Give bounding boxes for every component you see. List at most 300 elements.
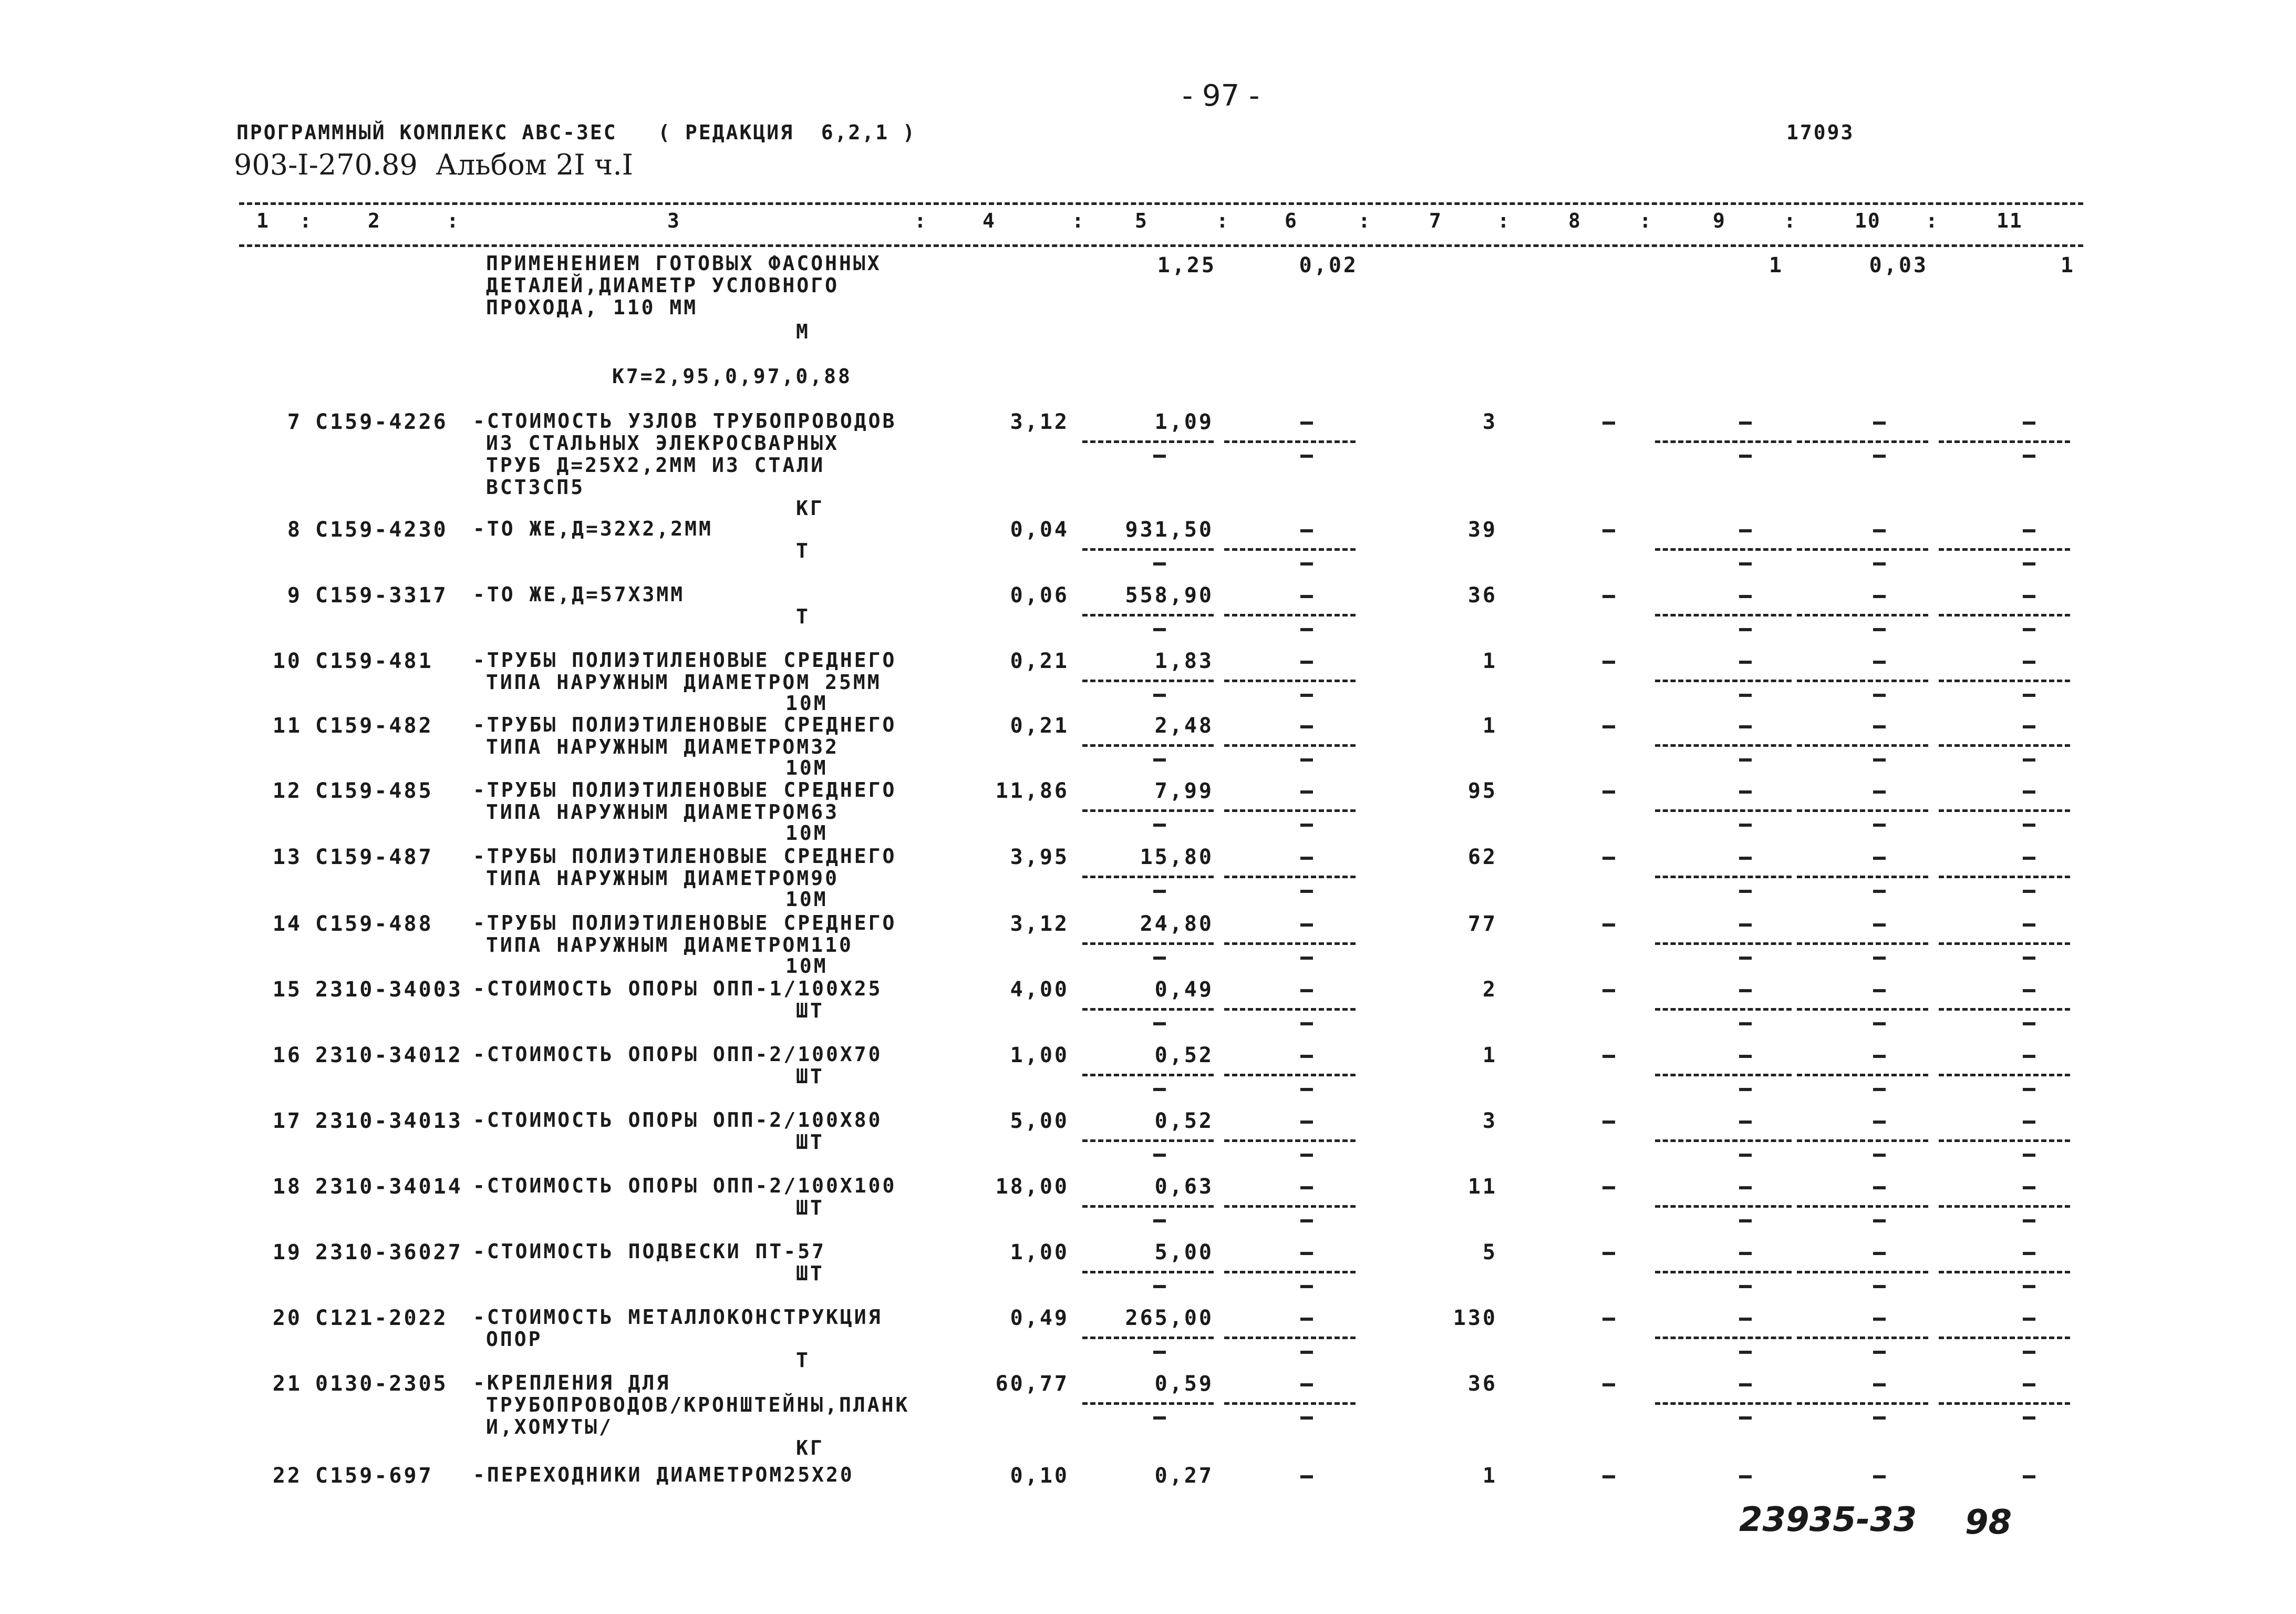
row-col7: 2	[1482, 978, 1497, 1002]
subtotal-rule	[1655, 1074, 1792, 1076]
row-unit: 10М	[785, 954, 828, 978]
column-separator: :	[1784, 209, 1797, 232]
empty-col10-dash	[1873, 725, 1886, 728]
empty-dash	[1153, 455, 1166, 458]
empty-dash	[1300, 1154, 1313, 1157]
row-code: 0130-2305	[315, 1372, 448, 1396]
empty-dash	[1300, 758, 1313, 762]
subtotal-rule	[1082, 744, 1214, 747]
empty-dash	[1873, 957, 1886, 960]
row-description-line: ИЗ СТАЛЬНЫХ ЭЛЕКРОСВАРНЫХ	[486, 431, 839, 455]
empty-dash	[2023, 1088, 2035, 1091]
row-code: С159-488	[315, 912, 433, 936]
subtotal-rule	[1797, 942, 1928, 945]
table-top-rule	[239, 202, 2083, 205]
empty-col10-dash	[1873, 1120, 1886, 1124]
sheet-number: 98	[1965, 1503, 2012, 1542]
empty-dash	[1153, 1022, 1166, 1025]
continuation-col6: 0,02	[1299, 253, 1358, 277]
empty-dash	[1739, 890, 1752, 893]
row-number: 15	[272, 978, 302, 1002]
empty-dash	[2023, 1219, 2035, 1222]
column-separator: :	[1497, 209, 1511, 232]
empty-dash	[1739, 758, 1752, 762]
subtotal-rule	[1797, 1139, 1928, 1142]
row-code: 2310-36027	[315, 1240, 463, 1265]
subtotal-rule	[1655, 1139, 1792, 1142]
row-description-line: -ТРУБЫ ПОЛИЭТИЛЕНОВЫЕ СРЕДНЕГО	[473, 845, 897, 868]
column-header-8: 8	[1568, 209, 1581, 232]
row-description-line: ТИПА НАРУЖНЫМ ДИАМЕТРОМ 25ММ	[486, 671, 882, 694]
empty-dash	[2023, 694, 2035, 697]
subtotal-rule	[1939, 809, 2070, 812]
empty-dash	[1300, 1416, 1313, 1420]
subtotal-rule	[1224, 1271, 1356, 1273]
empty-col9-dash	[1739, 1475, 1752, 1478]
subtotal-rule	[1939, 1337, 2070, 1339]
column-separator: :	[1358, 209, 1371, 232]
document-code: 17093	[1786, 121, 1855, 144]
row-col4: 5,00	[1010, 1109, 1069, 1133]
subtotal-rule	[1224, 1337, 1356, 1339]
row-col7: 1	[1482, 649, 1497, 673]
row-col5: 0,52	[1154, 1109, 1214, 1133]
empty-dash	[1739, 1219, 1752, 1222]
empty-dash	[1873, 824, 1886, 827]
row-code: С159-482	[315, 714, 433, 738]
empty-col6-dash	[1300, 422, 1313, 425]
row-code: С159-697	[315, 1464, 433, 1488]
empty-col10-dash	[1873, 595, 1886, 598]
continuation-col5: 1,25	[1157, 253, 1216, 277]
row-col7: 130	[1453, 1306, 1497, 1330]
subtotal-rule	[1082, 809, 1214, 812]
empty-col9-dash	[1739, 1318, 1752, 1321]
empty-dash	[1300, 957, 1313, 960]
row-col4: 4,00	[1010, 978, 1069, 1002]
row-col5: 0,52	[1154, 1043, 1214, 1067]
row-col4: 0,21	[1010, 714, 1069, 738]
empty-dash	[2023, 1416, 2035, 1420]
subtotal-rule	[1797, 809, 1928, 812]
archive-stamp: 23935-33	[1739, 1500, 1917, 1539]
row-col5: 2,48	[1154, 714, 1214, 738]
subtotal-rule	[1224, 809, 1356, 812]
row-unit: Т	[796, 539, 810, 562]
empty-col9-dash	[1739, 661, 1752, 664]
column-header-4: 4	[982, 209, 996, 232]
row-unit: ШТ	[796, 999, 824, 1022]
row-unit: 10М	[785, 692, 828, 715]
row-description-line: -СТОИМОСТЬ УЗЛОВ ТРУБОПРОВОДОВ	[473, 409, 897, 433]
row-description-line: -ПЕРЕХОДНИКИ ДИАМЕТРОМ25Х20	[473, 1463, 854, 1486]
row-description-line: -ТРУБЫ ПОЛИЭТИЛЕНОВЫЕ СРЕДНЕГО	[473, 649, 897, 672]
subtotal-rule	[1797, 548, 1928, 551]
row-unit: 10М	[785, 756, 828, 779]
empty-col10-dash	[1873, 1383, 1886, 1386]
row-col5: 0,49	[1154, 978, 1214, 1002]
empty-col10-dash	[1873, 1475, 1886, 1478]
row-code: С159-4230	[315, 518, 448, 542]
column-separator: :	[914, 209, 927, 232]
row-col4: 1,00	[1010, 1240, 1069, 1265]
empty-dash	[1300, 455, 1313, 458]
empty-dash	[1873, 1416, 1886, 1420]
row-col7: 39	[1467, 518, 1497, 542]
empty-col9-dash	[1739, 1383, 1752, 1386]
empty-dash	[1300, 1219, 1313, 1222]
row-col7: 3	[1482, 1109, 1497, 1133]
row-unit: Т	[796, 1349, 810, 1372]
continuation-formula: К7=2,95,0,97,0,88	[612, 365, 852, 388]
empty-dash	[1873, 1351, 1886, 1354]
row-number: 13	[272, 845, 302, 869]
row-col5: 0,59	[1154, 1372, 1214, 1396]
row-col7: 11	[1467, 1175, 1497, 1199]
row-col5: 24,80	[1140, 912, 1214, 936]
empty-col8-dash	[1602, 725, 1615, 728]
empty-col6-dash	[1300, 989, 1313, 992]
subtotal-rule	[1082, 1139, 1214, 1142]
empty-dash	[1739, 562, 1752, 566]
column-header-11: 11	[1997, 209, 2023, 232]
empty-dash	[2023, 1022, 2035, 1025]
empty-dash	[1153, 1154, 1166, 1157]
empty-col10-dash	[1873, 790, 1886, 794]
empty-col8-dash	[1602, 661, 1615, 664]
subtotal-rule	[1082, 440, 1214, 443]
empty-dash	[1153, 1088, 1166, 1091]
subtotal-rule	[1082, 1271, 1214, 1273]
subtotal-rule	[1655, 876, 1792, 878]
row-description-line: ТИПА НАРУЖНЫМ ДИАМЕТРОМ63	[486, 800, 839, 824]
continuation-desc-line: ДЕТАЛЕЙ,ДИАМЕТР УСЛОВНОГО	[486, 274, 839, 297]
row-number: 20	[272, 1306, 302, 1330]
subtotal-rule	[1224, 614, 1356, 616]
row-col7: 36	[1467, 583, 1497, 608]
row-description-line: ТИПА НАРУЖНЫМ ДИАМЕТРОМ110	[486, 933, 853, 957]
subtotal-rule	[1655, 680, 1792, 682]
empty-dash	[1873, 694, 1886, 697]
subtotal-rule	[1797, 680, 1928, 682]
empty-col11-dash	[2023, 725, 2035, 728]
empty-dash	[2023, 628, 2035, 631]
subtotal-rule	[1224, 1139, 1356, 1142]
empty-col8-dash	[1602, 529, 1615, 532]
row-number: 18	[272, 1175, 302, 1199]
empty-dash	[2023, 824, 2035, 827]
empty-col6-dash	[1300, 1120, 1313, 1124]
subtotal-rule	[1655, 744, 1792, 747]
subtotal-rule	[1655, 1337, 1792, 1339]
row-col7: 1	[1482, 714, 1497, 738]
subtotal-rule	[1797, 614, 1928, 616]
empty-col6-dash	[1300, 1383, 1313, 1386]
empty-dash	[2023, 890, 2035, 893]
empty-col11-dash	[2023, 1318, 2035, 1321]
empty-col9-dash	[1739, 1120, 1752, 1124]
empty-dash	[1739, 957, 1752, 960]
row-col4: 18,00	[995, 1175, 1069, 1199]
empty-col10-dash	[1873, 857, 1886, 860]
empty-dash	[1739, 628, 1752, 631]
empty-col9-dash	[1739, 422, 1752, 425]
empty-col10-dash	[1873, 661, 1886, 664]
subtotal-rule	[1224, 440, 1356, 443]
row-col5: 0,27	[1154, 1464, 1214, 1488]
row-unit: КГ	[796, 1436, 824, 1459]
empty-col11-dash	[2023, 661, 2035, 664]
row-unit: ШТ	[796, 1130, 824, 1154]
empty-dash	[1300, 1022, 1313, 1025]
continuation-col10: 0,03	[1869, 253, 1928, 277]
empty-dash	[1739, 824, 1752, 827]
subtotal-rule	[1797, 1337, 1928, 1339]
empty-col11-dash	[2023, 1252, 2035, 1255]
row-number: 22	[272, 1464, 302, 1488]
subtotal-rule	[1939, 1008, 2070, 1011]
row-col5: 1,09	[1154, 410, 1214, 434]
empty-dash	[1739, 1285, 1752, 1288]
empty-dash	[1153, 957, 1166, 960]
subtotal-rule	[1082, 876, 1214, 878]
column-header-7: 7	[1429, 209, 1442, 232]
empty-dash	[1153, 1416, 1166, 1420]
row-col4: 3,12	[1010, 912, 1069, 936]
subtotal-rule	[1939, 1271, 2070, 1273]
row-code: 2310-34012	[315, 1043, 463, 1067]
subtotal-rule	[1224, 1402, 1356, 1405]
row-number: 8	[287, 518, 302, 542]
row-description-line: -СТОИМОСТЬ ПОДВЕСКИ ПТ-57	[473, 1240, 826, 1263]
empty-col11-dash	[2023, 529, 2035, 532]
empty-col8-dash	[1602, 422, 1615, 425]
subtotal-rule	[1939, 1205, 2070, 1208]
column-separator: :	[1639, 209, 1652, 232]
row-unit: ШТ	[796, 1065, 824, 1088]
subtotal-rule	[1939, 744, 2070, 747]
row-description-line: -КРЕПЛЕНИЯ ДЛЯ	[473, 1371, 671, 1394]
empty-col8-dash	[1602, 1475, 1615, 1478]
row-number: 12	[272, 779, 302, 803]
row-description-line: И,ХОМУТЫ/	[486, 1415, 613, 1438]
subtotal-rule	[1082, 680, 1214, 682]
row-col4: 1,00	[1010, 1043, 1069, 1067]
subtotal-rule	[1655, 1271, 1792, 1273]
empty-col8-dash	[1602, 1252, 1615, 1255]
row-code: С159-487	[315, 845, 433, 869]
subtotal-rule	[1939, 440, 2070, 443]
empty-dash	[1153, 890, 1166, 893]
empty-dash	[1153, 824, 1166, 827]
empty-col8-dash	[1602, 857, 1615, 860]
row-col7: 77	[1467, 912, 1497, 936]
subtotal-rule	[1797, 1205, 1928, 1208]
album-label: 903-I-270.89 Альбом 2I ч.I	[234, 148, 634, 181]
row-code: С159-481	[315, 649, 433, 673]
empty-col6-dash	[1300, 1186, 1313, 1189]
row-col7: 5	[1482, 1240, 1497, 1265]
row-col5: 1,83	[1154, 649, 1214, 673]
subtotal-rule	[1655, 942, 1792, 945]
row-code: 2310-34013	[315, 1109, 463, 1133]
row-code: С159-4226	[315, 410, 448, 434]
row-col7: 1	[1482, 1043, 1497, 1067]
row-description-line: ТИПА НАРУЖНЫМ ДИАМЕТРОМ32	[486, 735, 839, 758]
program-header: ПРОГРАММНЫЙ КОМПЛЕКС АВС-ЗЕС ( РЕДАКЦИЯ 6,2,1 )	[236, 121, 916, 144]
subtotal-rule	[1655, 1402, 1792, 1405]
row-col4: 60,77	[995, 1372, 1069, 1396]
empty-col8-dash	[1602, 989, 1615, 992]
empty-col11-dash	[2023, 1383, 2035, 1386]
empty-dash	[2023, 758, 2035, 762]
empty-dash	[1873, 562, 1886, 566]
empty-col11-dash	[2023, 857, 2035, 860]
row-col4: 0,06	[1010, 583, 1069, 608]
row-number: 9	[287, 583, 302, 608]
empty-dash	[1300, 562, 1313, 566]
subtotal-rule	[1939, 942, 2070, 945]
empty-col8-dash	[1602, 1383, 1615, 1386]
subtotal-rule	[1224, 942, 1356, 945]
subtotal-rule	[1939, 680, 2070, 682]
row-col5: 5,00	[1154, 1240, 1214, 1265]
empty-dash	[1739, 1022, 1752, 1025]
continuation-col9: 1	[1768, 253, 1784, 277]
row-col5: 931,50	[1125, 518, 1214, 542]
row-unit: КГ	[796, 497, 824, 520]
row-col5: 0,63	[1154, 1175, 1214, 1199]
subtotal-rule	[1939, 876, 2070, 878]
table-head-rule	[239, 244, 2083, 247]
empty-col9-dash	[1739, 1252, 1752, 1255]
row-unit: ШТ	[796, 1196, 824, 1219]
empty-dash	[1739, 1416, 1752, 1420]
empty-col9-dash	[1739, 1186, 1752, 1189]
empty-col6-dash	[1300, 1055, 1313, 1058]
empty-col10-dash	[1873, 1318, 1886, 1321]
empty-col11-dash	[2023, 1120, 2035, 1124]
row-description-line: ВСТ3СП5	[486, 476, 585, 499]
column-separator: :	[1926, 209, 1939, 232]
column-header-9: 9	[1713, 209, 1726, 232]
row-unit: Т	[796, 605, 810, 628]
subtotal-rule	[1082, 614, 1214, 616]
row-col5: 15,80	[1140, 845, 1214, 869]
subtotal-rule	[1797, 744, 1928, 747]
empty-col10-dash	[1873, 529, 1886, 532]
empty-col9-dash	[1739, 989, 1752, 992]
subtotal-rule	[1655, 1205, 1792, 1208]
row-description-line: -ТРУБЫ ПОЛИЭТИЛЕНОВЫЕ СРЕДНЕГО	[473, 778, 897, 801]
subtotal-rule	[1797, 440, 1928, 443]
row-number: 11	[272, 714, 302, 738]
row-col4: 0,04	[1010, 518, 1069, 542]
empty-col11-dash	[2023, 790, 2035, 794]
row-description-line: -СТОИМОСТЬ ОПОРЫ ОПП-2/100Х70	[473, 1043, 883, 1066]
subtotal-rule	[1797, 1074, 1928, 1076]
empty-col8-dash	[1602, 1120, 1615, 1124]
row-col4: 3,95	[1010, 845, 1069, 869]
row-unit: ШТ	[796, 1262, 824, 1285]
empty-dash	[1873, 758, 1886, 762]
empty-col11-dash	[2023, 595, 2035, 598]
empty-dash	[1153, 628, 1166, 631]
subtotal-rule	[1082, 1074, 1214, 1076]
row-number: 19	[272, 1240, 302, 1265]
empty-col9-dash	[1739, 1055, 1752, 1058]
empty-col6-dash	[1300, 790, 1313, 794]
empty-col9-dash	[1739, 923, 1752, 927]
empty-dash	[1873, 1285, 1886, 1288]
empty-dash	[1300, 824, 1313, 827]
empty-dash	[1153, 562, 1166, 566]
empty-dash	[1873, 1088, 1886, 1091]
row-unit: 10М	[785, 821, 828, 845]
subtotal-rule	[1939, 1402, 2070, 1405]
row-col4: 0,21	[1010, 649, 1069, 673]
empty-col6-dash	[1300, 1252, 1313, 1255]
column-header-10: 10	[1855, 209, 1881, 232]
row-number: 21	[272, 1372, 302, 1396]
subtotal-rule	[1655, 809, 1792, 812]
empty-dash	[1739, 1351, 1752, 1354]
continuation-desc-line: ПРИМЕНЕНИЕМ ГОТОВЫХ ФАСОННЫХ	[486, 252, 882, 275]
row-col7: 3	[1482, 410, 1497, 434]
column-separator: :	[299, 209, 313, 232]
row-number: 14	[272, 912, 302, 936]
row-col4: 0,10	[1010, 1464, 1069, 1488]
row-description-line: -ТО ЖЕ,Д=57Х3ММ	[473, 583, 685, 606]
row-col7: 36	[1467, 1372, 1497, 1396]
empty-dash	[1153, 758, 1166, 762]
empty-col11-dash	[2023, 1186, 2035, 1189]
empty-col11-dash	[2023, 1055, 2035, 1058]
subtotal-rule	[1797, 1402, 1928, 1405]
column-header-3: 3	[667, 209, 680, 232]
subtotal-rule	[1939, 548, 2070, 551]
empty-dash	[1300, 890, 1313, 893]
empty-col8-dash	[1602, 790, 1615, 794]
empty-col11-dash	[2023, 422, 2035, 425]
empty-col10-dash	[1873, 923, 1886, 927]
empty-col9-dash	[1739, 595, 1752, 598]
row-col5: 265,00	[1125, 1306, 1214, 1330]
row-description-line: ТИПА НАРУЖНЫМ ДИАМЕТРОМ90	[486, 867, 839, 890]
row-description-line: -ТО ЖЕ,Д=32Х2,2ММ	[473, 517, 713, 540]
row-col7: 95	[1467, 779, 1497, 803]
empty-col9-dash	[1739, 857, 1752, 860]
empty-dash	[1739, 1154, 1752, 1157]
empty-dash	[1873, 455, 1886, 458]
subtotal-rule	[1082, 942, 1214, 945]
empty-col6-dash	[1300, 923, 1313, 927]
empty-dash	[1873, 890, 1886, 893]
subtotal-rule	[1082, 1402, 1214, 1405]
subtotal-rule	[1939, 1074, 2070, 1076]
empty-dash	[1153, 1219, 1166, 1222]
empty-col8-dash	[1602, 1186, 1615, 1189]
row-unit: 10М	[785, 888, 828, 911]
empty-dash	[2023, 1154, 2035, 1157]
empty-col10-dash	[1873, 1252, 1886, 1255]
empty-dash	[1873, 628, 1886, 631]
empty-dash	[1739, 1088, 1752, 1091]
empty-dash	[1300, 1088, 1313, 1091]
empty-dash	[1300, 1285, 1313, 1288]
subtotal-rule	[1939, 614, 2070, 616]
row-description-line: ТРУБ Д=25Х2,2ММ ИЗ СТАЛИ	[486, 454, 825, 477]
